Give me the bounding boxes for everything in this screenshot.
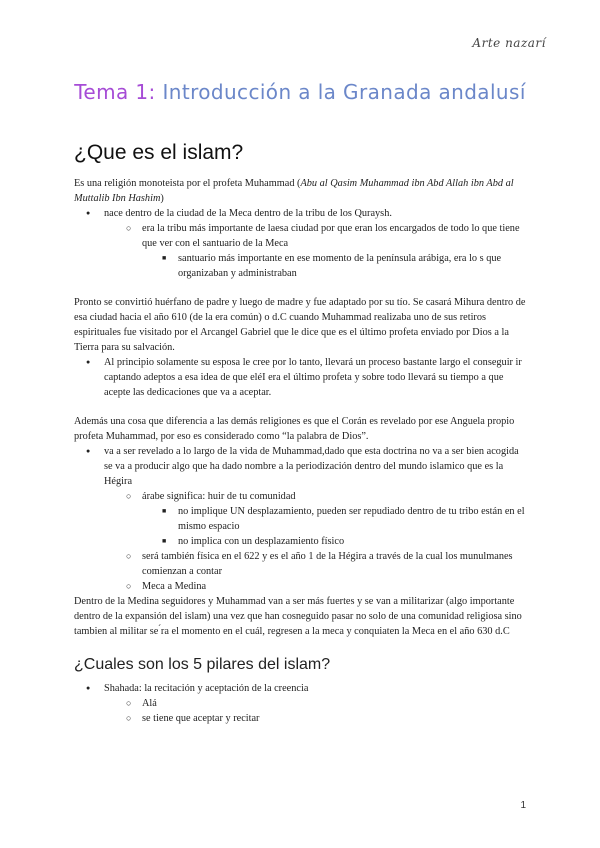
brand-signature: Arte nazarí <box>472 36 546 50</box>
list-item: ○ árabe significa: huir de tu comunidad <box>74 489 526 504</box>
list-item: ○ se tiene que aceptar y recitar <box>74 711 526 726</box>
paragraph: Pronto se convirtió huérfano de padre y luego de madre y fue adaptado por su tío. Se casará Mihura dentro de esa ciudad hacia el año 610 (de la era común) o d.C cuando Muhammad realizaba uno de sus retiros espirituales fue visitado por el Arcangel Gabriel que le dice que es el último profeta enviado por Dios a la Tierra para su salvación. <box>74 297 526 353</box>
section-heading-pillars: ¿Cuales son los 5 pilares del islam? <box>74 656 331 673</box>
list-item: ● Shahada: la recitación y aceptación de la creencia <box>74 681 526 696</box>
paragraph: Dentro de la Medina seguidores y Muhammad van a ser más fuertes y se van a militarizar (algo importante dentro de la expansión del islam) una vez que han cosneguido pasar no solo de una comunidad religiosa sino tambien al militar se ́ra el momento en el cuál, regresen a la meca y conquiaten la Meca en el año 630 d.C <box>74 596 522 637</box>
title-prefix: Tema 1: <box>74 80 156 104</box>
intro-paragraph <box>74 176 526 206</box>
document-body <box>74 140 526 726</box>
title-text: Introducción a la Granada andalusí <box>162 80 526 104</box>
list-item: ● Al principio solamente su esposa le cree por lo tanto, llevará un proceso bastante largo el conseguir ir captando adeptos a esa idea de que eléI era el último profeta y sobre todo llevará su tiempo a que acepte las dedicaciones que va a aceptar. <box>74 355 526 400</box>
intro-italic-name: Abu al Qasim Muhammad ibn Abd Allah ibn Abd al Muttalib Ibn Hashim <box>74 178 514 204</box>
intro-text: Es una religión monoteista por el profeta Muhammad ( <box>74 178 301 189</box>
list-item: ○ Meca a Medina <box>74 579 526 594</box>
paragraph: Además una cosa que diferencia a las demás religiones es que el Corán es revelado por ese Anguela propio profeta Muhammad, por eso es considerado como “la palabra de Dios”. <box>74 416 515 442</box>
list-item: ■ santuario más importante en ese momento de la península arábiga, era lo s que organizaban y administraban <box>74 251 526 281</box>
list-item: ■ no implica con un desplazamiento físico <box>74 534 526 549</box>
list-item: ● va a ser revelado a lo largo de la vida de Muhammad,dado que esta doctrina no va a ser bien acogida se va a producir algo que ha dado nombre a la periodización dentro del mundo islamico que es la Hégira <box>74 444 526 489</box>
list-item: ○ era la tribu más importante de laesa ciudad por que eran los encargados de todo lo que tiene que ver con el santuario de la Meca <box>74 221 526 251</box>
page-title <box>0 80 600 104</box>
list-item: ● nace dentro de la ciudad de la Meca dentro de la tribu de los Quraysh. <box>74 206 526 221</box>
page-number: 1 <box>520 800 526 811</box>
list-item: ■ no implique UN desplazamiento, pueden ser repudiado dentro de tu tribo están en el mismo espacio <box>74 504 526 534</box>
list-item: ○ Alá <box>74 696 526 711</box>
section-heading-islam: ¿Que es el islam? <box>74 141 244 164</box>
intro-end: ) <box>160 193 164 204</box>
list-item: ○ será también física en el 622 y es el año 1 de la Hégira a través de la cual los munulmanes comienzan a contar <box>74 549 526 579</box>
